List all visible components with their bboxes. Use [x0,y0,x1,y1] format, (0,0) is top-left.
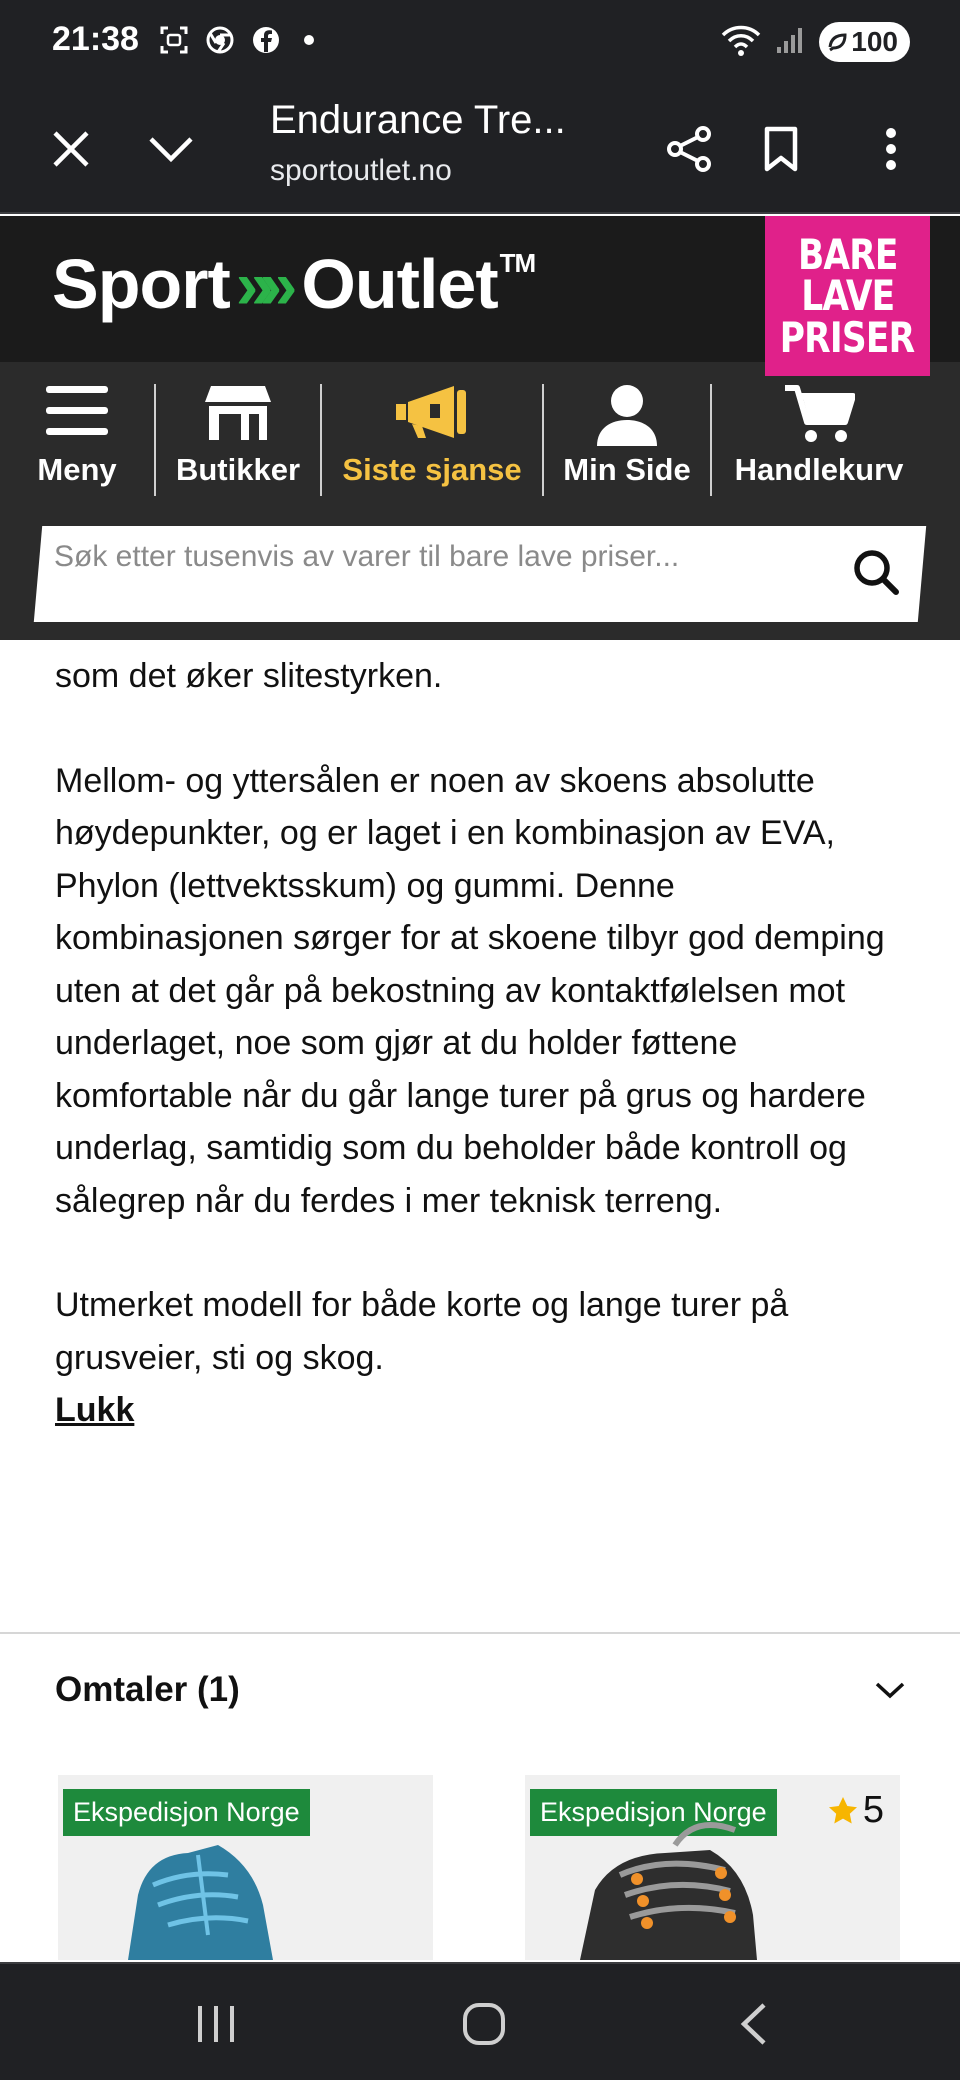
page-url[interactable]: sportoutlet.no [270,154,452,187]
search-icon [852,548,900,596]
notification-dot [304,35,314,45]
close-description-link[interactable]: Lukk [55,1391,135,1429]
nav-item-cart[interactable] [712,362,926,510]
bookmark-button[interactable] [746,114,816,184]
reviews-accordion[interactable] [55,1660,905,1720]
share-icon [665,125,713,173]
description-paragraph: Mellom- og yttersålen er noen av skoens absolutte høydepunkter, og er laget i en kombinasjon av EVA, Phylon (lettvektsskum) og gummi. Denne kombinasjonen sørger for at skoene tilbyr god demping uten at det går på bekostning av kontaktfølelsen mot underlaget, noe som gjør at du holder føttene komfortable når du går lange turer på grus og hardere underlag, samtidig som du beholder både kontroll og sålegrep når du ferdes i mer teknisk terreng. [55,761,885,1220]
search-button[interactable] [852,548,900,601]
nav-item-menu[interactable] [0,362,154,510]
product-description [55,640,905,1437]
promo-line-1: BARE [797,230,898,280]
product-card[interactable] [525,1775,900,1960]
promo-badge[interactable] [765,216,930,376]
page-title[interactable]: Endurance Tre... [270,98,566,142]
brand-badge: Ekspedisjon Norge [63,1789,310,1836]
logo-trademark: TM [499,248,536,278]
description-partial-line: som det øker slitestyrken. [55,657,443,695]
system-nav-bar [0,1962,960,2080]
back-icon [738,2002,768,2046]
main-nav [0,362,960,510]
browser-toolbar [0,84,960,214]
store-icon [203,384,273,442]
close-icon [51,129,91,169]
chevron-down-icon [148,135,194,163]
minimize-button[interactable] [136,114,206,184]
product-image [58,1775,433,1960]
clock: 21:38 [52,20,139,58]
nav-label-cart: Handlekurv [734,452,904,487]
screenshot-icon [158,24,190,56]
menu-icon [44,384,110,438]
reviews-title: Omtaler (1) [55,1670,240,1709]
description-paragraph: Utmerket modell for både korte og lange turer på grusveier, sti og skog. [55,1286,789,1377]
section-divider [0,1632,960,1634]
logo-outlet: Outlet [301,245,498,323]
site-header [0,216,960,362]
user-icon [595,384,659,446]
cart-icon [783,384,855,444]
nav-label-stores: Butikker [175,452,301,487]
search-input[interactable]: Søk etter tusenvis av varer til bare lave priser... [54,540,680,573]
chrome-icon [204,24,236,56]
nav-item-my-page[interactable] [544,362,710,510]
more-vert-icon [884,127,898,171]
nav-label-menu: Meny [37,452,117,487]
home-button[interactable] [449,1992,519,2056]
product-card[interactable] [58,1775,433,1960]
status-bar [0,0,960,84]
product-image [525,1775,900,1960]
site-logo[interactable] [52,244,535,324]
facebook-icon [250,24,282,56]
nav-item-stores[interactable] [156,362,320,510]
back-button[interactable] [718,1992,788,2056]
wifi-icon [721,23,761,62]
close-tab-button[interactable] [36,114,106,184]
promo-line-3: PRISER [780,312,915,362]
rating-value: 5 [862,1789,884,1831]
nav-label-last-chance: Siste sjanse [342,452,522,487]
chevron-down-icon [875,1681,905,1699]
logo-chevrons: »» [235,247,284,323]
battery-level: 100 [851,26,898,57]
brand-badge: Ekspedisjon Norge [530,1789,777,1836]
recent-apps-icon [194,2004,238,2044]
nav-label-my-page: Min Side [563,452,691,487]
megaphone-icon [394,384,470,440]
bookmark-icon [763,126,799,172]
signal-icon [775,25,805,60]
nav-item-last-chance[interactable] [322,362,542,510]
more-button[interactable] [856,114,926,184]
recent-apps-button[interactable] [181,1992,251,2056]
battery-icon [819,22,910,62]
share-button[interactable] [654,114,724,184]
logo-sport: Sport [52,245,230,323]
promo-line-2: LAVE [800,271,895,321]
home-icon [462,2002,506,2046]
search-bar [0,510,960,640]
